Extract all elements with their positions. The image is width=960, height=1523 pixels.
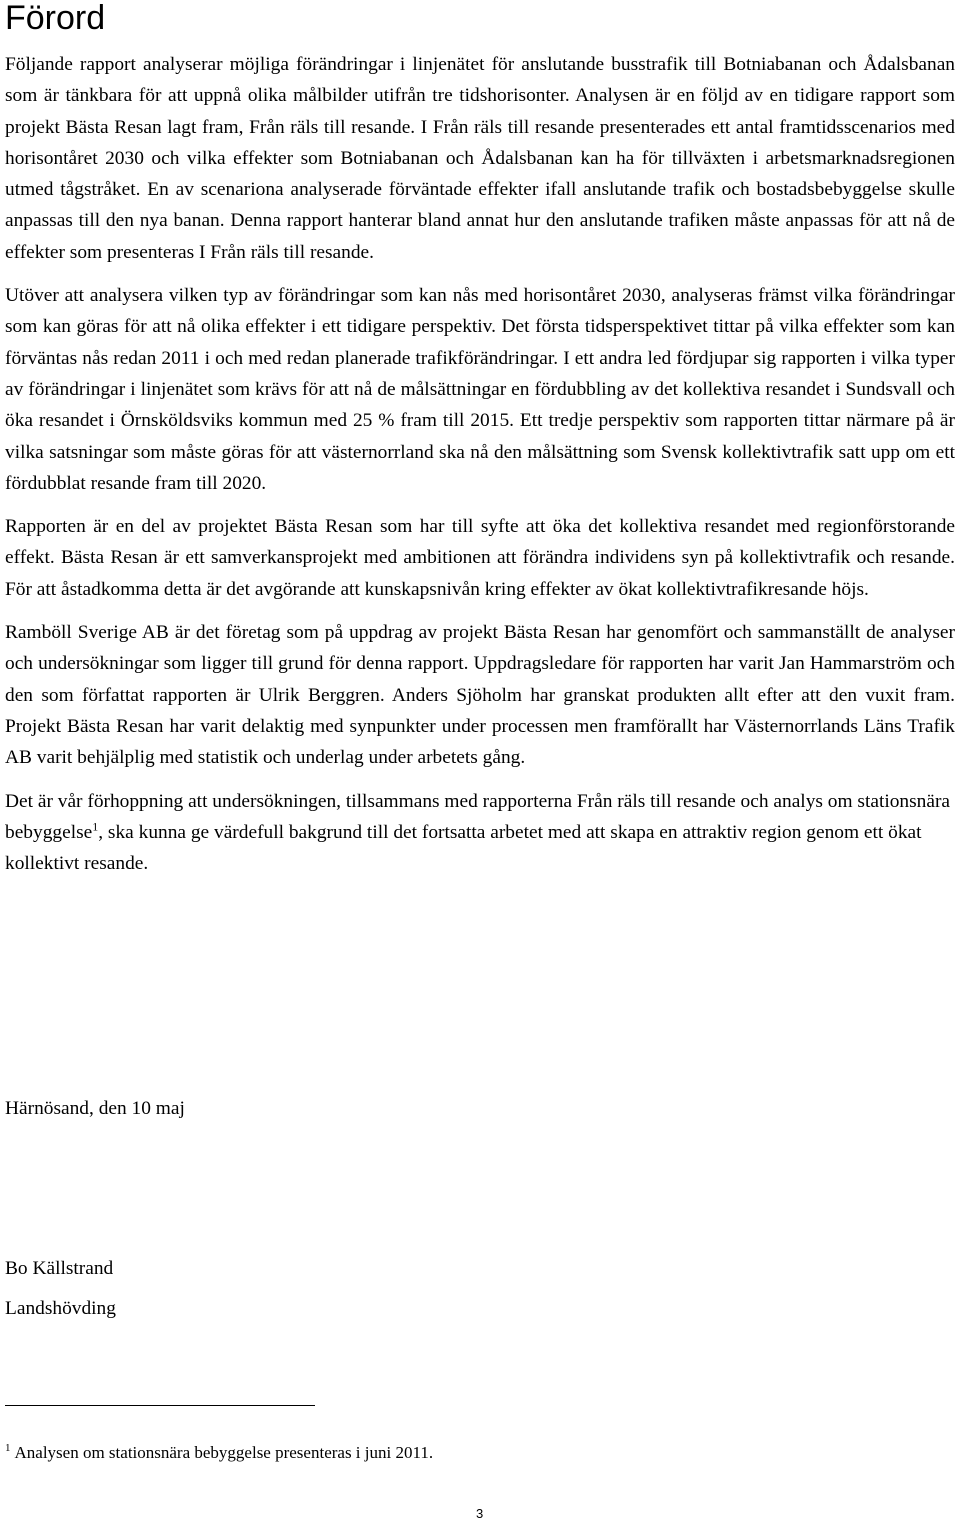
footnote-divider (5, 1405, 315, 1406)
paragraph-hope-part-1: Det är vår förhoppning att undersökningen, tillsammans med rapporterna Från räls till resande och analys om stationsnära bebyggelse (5, 790, 951, 843)
paragraph-consultant: Ramböll Sverige AB är det företag som på uppdrag av projekt Bästa Resan har genomfört och sammanställt de analyser och undersökningar som ligger till grund för denna rapport. Uppdragsledare för rapporten har varit Jan Hammarström och den som författat rapporten är Ulrik Berggren. Anders Sjöholm har granskat produkten allt efter att den vuxit fram. Projekt Bästa Resan har varit delaktig med synpunkter under processen men framförallt har Västernorrlands Läns Trafik AB varit behjälplig med statistik och underlag under arbetets gång. (5, 622, 955, 769)
footnote-text: Analysen om stationsnära bebyggelse presenteras i juni 2011. (14, 1443, 434, 1462)
paragraph-time-perspectives: Utöver att analysera vilken typ av förändringar som kan nås med horisontåret 2030, analyseras främst vilka förändringar som kan göras för att nå olika effekter i ett tidigare perspektiv. Det första tidsperspektivet tittar på vilka effekter som kan förväntas nås redan 2011 i och med redan planerade trafikförändringar. I ett andra led fördjupar sig rapporten i vilka typer av förändringar i linjenätet som krävs för att nå de målsättningar en fördubbling av det kollektiva resandet i Sundsvall och öka resandet i Örnsköldsviks kommun med 25 % fram till 2015. Ett tredje perspektiv som rapporten tittar närmare på är vilka satsningar som måste göras för att västernorrland ska nå den målsättning som Svensk kollektivtrafik satt upp om ett fördubblat resande fram till 2020. (5, 285, 955, 494)
signatory-title: Landshövding (5, 1298, 116, 1319)
paragraph-hope (5, 786, 955, 880)
paragraph-project: Rapporten är en del av projektet Bästa Resan som har till syfte att öka det kollektiva resandet med regionförstorande effekt. Bästa Resan är ett samverkansprojekt med ambitionen att förändra individens syn på kollektivtrafik och resande. För att åstadkomma detta är det avgörande att kunskapsnivån kring effekter av ökat kollektivtrafikresande höjs. (5, 516, 955, 600)
signatory-name: Bo Källstrand (5, 1258, 114, 1279)
page-number: 3 (476, 1506, 484, 1521)
document-page (5, 0, 955, 1462)
footnote-reference[interactable]: 1 (92, 819, 99, 834)
paragraph-hope-part-2: , ska kunna ge värdefull bakgrund till det fortsatta arbetet med att skapa en attraktiv region genom ett ökat kollektivt resande. (5, 821, 922, 875)
page-title: Förord (5, 0, 106, 37)
paragraph-intro: Följande rapport analyserar möjliga förändringar i linjenätet för anslutande busstrafik till Botniabanan och Ådalsbanan som är tänkbara för att uppnå olika målbilder utifrån tre tidshorisonter. Analysen är en följd av en tidigare rapport som projekt Bästa Resan lagt fram, Från räls till resande. I Från räls till resande presenterades ett antal framtidsscenarios med horisontåret 2030 och vilka effekter som Botniabanan och Ådalsbanan kan ha för tillväxten i arbetsmarknadsregionen utmed tågstråket. En av scenariona analyserade förväntade effekter ifall anslutande trafik och bostadsbebyggelse skulle anpassas till den nya banan. Denna rapport hanterar bland annat hur den anslutande trafiken måste anpassas för att nå de effekter som presenteras I Från räls till resande. (5, 54, 955, 263)
place-date: Härnösand, den 10 maj (5, 1098, 185, 1119)
footnote-number: 1 (5, 1442, 11, 1455)
footnote (5, 1442, 433, 1464)
